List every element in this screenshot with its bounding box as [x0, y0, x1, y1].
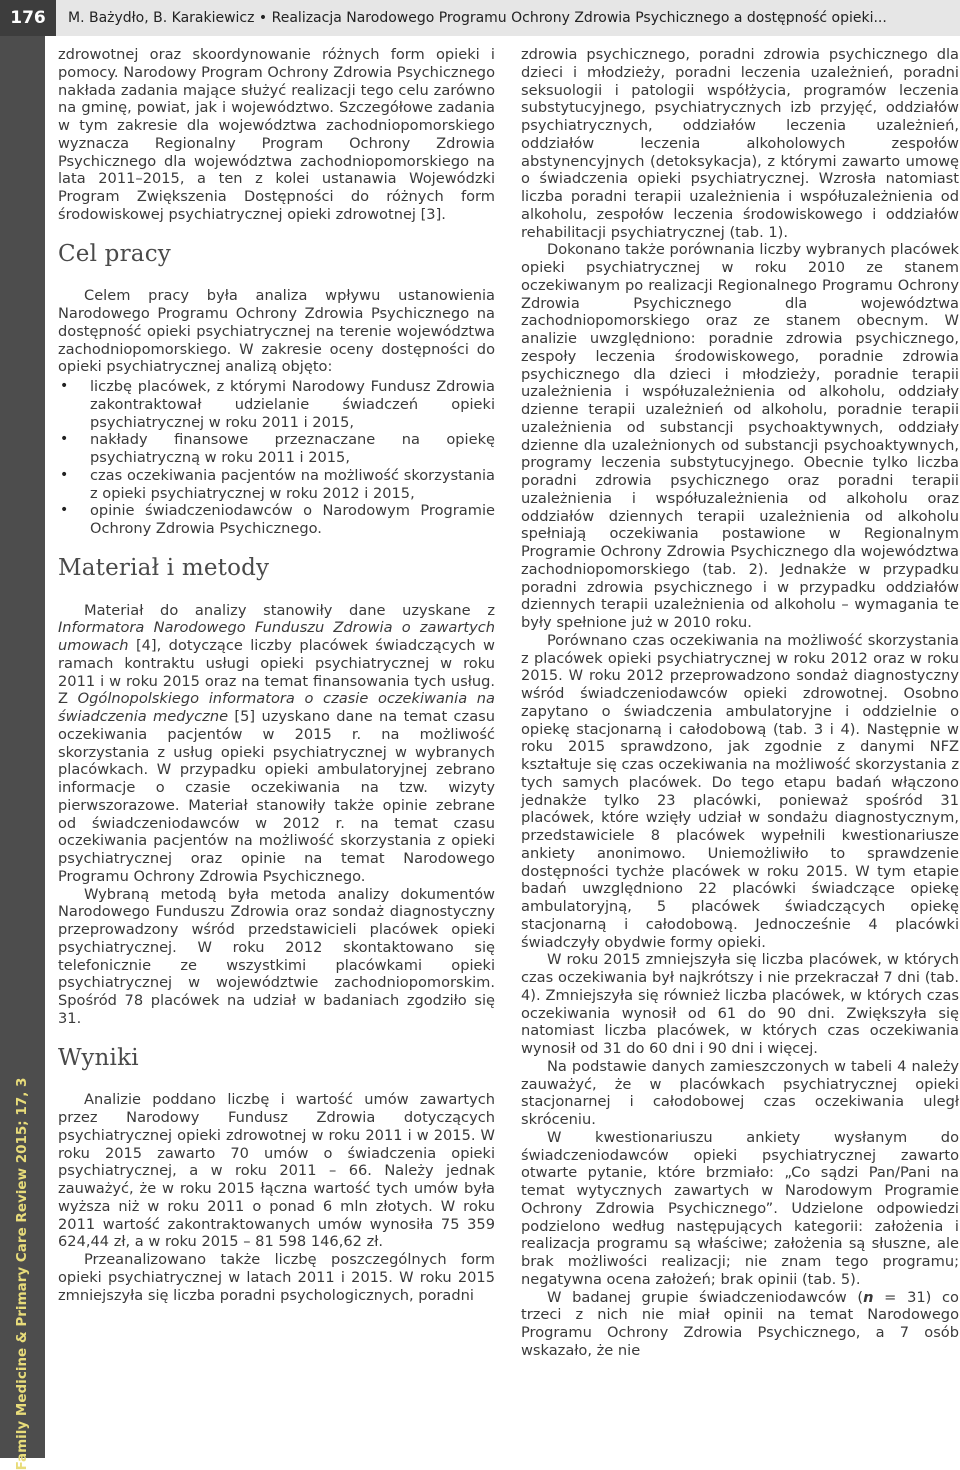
paragraph-comparison: Dokonano także porównania liczby wybranych placówek opieki psychiatrycznej w roku 2010 ze stanem oczekiwanym po realizacji Regionalnego Programu Ochrony Zdrowia Psychicznego dla województwa zachodniopomorskiego oraz ze stanem obecnym. W analizie uwzględniono: poradnie zdrowia psychicznego, zespoły leczenia środowiskowego, poradnie zdrowia psychicznego dla dzieci i młodzieży, poradnie terapii uzależnienia i współuzależnienia od alkoholu, oddziały dzienne terapii uzależnień od alkoholu, poradnie terapii uzależnienia od substancji psychoaktywnych, oddziały dzienne dla uzależnionych od substancji psychoaktywnych, programy leczenia substytucyjnego. Obecnie tylko liczba poradni zdrowia psychicznego oraz poradni terapii uzależnienia i współuzależnienia od alkoholu oraz oddziałów dziennych terapii uzależnienia od alkoholu spełniają oczekiwania postawione w Regionalnym Programie Ochrony Zdrowia Psychicznego dla województwa zachodniopomorskiego (tab. 2). Jednakże w przypadku poradni zdrowia psychicznego i w przypadku oddziałów dziennych terapii uzależnienia od alkoholu – wymagania te były spełnione już w 2010 roku. [521, 241, 959, 631]
paragraph-questionnaire: W kwestionariuszu ankiety wysłanym do świadczeniodawców opieki psychiatrycznej zawarto otwarte pytanie, które brzmiało: „Co sądzi Pan/Pani na temat wytycznych zawartych w Narodowym Programie Ochrony Zdrowia Psychicznego”. Udzielone odpowiedzi podzielono według następujących kategorii: założenia i realizacja programu są właściwe; założenia są słuszne, ale brak możliwości realizacji; nie znam tego programu; negatywna ocena założeń; brak opinii (tab. 5). [521, 1128, 959, 1288]
paragraph-results-contracts: Analizie poddano liczbę i wartość umów zawartych przez Narodowy Fundusz Zdrowia dotyczących psychiatrycznej opieki zdrowotnej w roku 2011 i w 2015. W roku 2015 zawarto 70 umów o świadczenia opieki psychiatrycznej, a w roku 2011 – 66. Należy jednak zauważyć, że w roku 2015 łączna wartość tych umów była wyższa niż w roku 2011 o ponad 6 mln złotych. W roku 2011 wartość zakontraktowanych umów wynosiła 75 359 624,44 zł, a w roku 2015 – 81 598 146,62 zł. [58, 1091, 495, 1251]
text-span: = 31) co trzeci z nich nie miał opinii na temat Narodowego Programu Ochrony Zdrowia Psychicznego, a 7 osób wskazało, że nie [521, 1288, 959, 1359]
aim-bullet-list [58, 378, 495, 538]
paragraph-opinions [521, 1289, 959, 1360]
right-column [521, 46, 959, 1360]
paragraph-table4: Na podstawie danych zamieszczonych w tabeli 4 należy zauważyć, że w placówkach psychiatrycznej opieki stacjonarnej i całodobowej czas oczekiwania uległ skróceniu. [521, 1057, 959, 1128]
source-title-waiting: Ogólnopolskiego informatora o czasie oczekiwania na świadczenia medyczne [58, 690, 495, 725]
text-span: [4], dotyczące liczby placówek świadczących w ramach kontraktu usługi opieki psychiatrycznej w roku 2011 i w roku 2015 oraz na temat finansowania tych usług. Z [58, 637, 495, 708]
paragraph-aim: Celem pracy była analiza wpływu ustanowienia Narodowego Programu Ochrony Zdrowia Psychicznego na dostępność opieki psychiatrycznej na terenie województwa zachodniopomorskiego. W zakresie oceny dostępności do opieki psychiatrycznej analizą objęto: [58, 287, 495, 376]
journal-citation: Family Medicine & Primary Care Review 2015; 17, 3 [14, 1077, 30, 1470]
paragraph-results-forms: Przeanalizowano także liczbę poszczególnych form opieki psychiatrycznej w latach 2011 i 2015. W roku 2015 zmniejszyła się liczba poradni psychologicznych, poradni [58, 1251, 495, 1304]
page-number: 176 [0, 0, 56, 36]
paragraph-intro-continued: zdrowotnej oraz skoordynowanie różnych form opieki i pomocy. Narodowy Program Ochrony Zdrowia Psychicznego nakłada zadania mające służyć realizacji tego celu zarówno na gminę, powiat, jak i województwo. Szczegółowe zadania w tym zakresie dla województwa zachodniopomorskiego wyznacza Regionalny Program Ochrony Zdrowia Psychicznego dla województwa zachodniopomorskiego na lata 2011–2015, a ten z kolei ustanawia Wojewódzki Program Zwiększenia Dostępności do różnych form środowiskowej psychiatrycznej opieki zdrowotnej [3]. [58, 46, 495, 223]
bullet-item: • liczbę placówek, z którymi Narodowy Fundusz Zdrowia zakontraktował udzielanie świadczeń opieki psychiatrycznej w roku 2011 i 2015, [90, 378, 495, 431]
journal-sidebar [0, 36, 45, 1470]
sample-size-symbol: n [863, 1288, 874, 1306]
bullet-item: • opinie świadczeniodawców o Narodowym Programie Ochrony Zdrowia Psychicznego. [90, 502, 495, 538]
text-span: W badanej grupie świadczeniodawców ( [547, 1288, 864, 1306]
left-column [58, 46, 495, 1304]
heading-cel-pracy: Cel pracy [58, 240, 171, 267]
paragraph-material [58, 602, 495, 886]
text-span: Materiał do analizy stanowiły dane uzyskane z [84, 601, 495, 619]
paragraph-forms-continued: zdrowia psychicznego, poradni zdrowia psychicznego dla dzieci i młodzieży, poradni leczenia uzależnień, poradni seksuologii i patologii współżycia, programów leczenia substytucyjnego, psychiatrycznych izb przyjęć, oddziałów psychiatrycznych, oddziałów leczenia uzależnień, oddziałów leczenia alkoholowych zespołów abstynencyjnych (detoksykacja), z którymi zawarto umowę o świadczenia opieki psychiatrycznej. Wzrosła natomiast liczba poradni terapii uzależnienia i współuzależnienia od alkoholu, zespołów leczenia środowiskowego i oddziałów rehabilitacji psychiatrycznej (tab. 1). [521, 46, 959, 241]
paragraph-waiting-time: Porównano czas oczekiwania na możliwość skorzystania z placówek opieki psychiatrycznej w roku 2012 oraz w roku 2015. W roku 2012 przeprowadzono sondaż diagnostyczny wśród świadczeniodawców opieki zdrowotnej. Osobno zapytano o świadczenia ambulatoryjne i oddzielnie o opiekę stacjonarną i całodobową (tab. 3 i 4). Następnie w roku 2015 sprawdzono, jak zgodnie z danymi NFZ kształtuje się czas oczekiwania na możliwość skorzystania z tych samych placówek. Do tego etapu badań włączono jednakże tylko 23 placówki, ponieważ spośród 31 placówek, które wzięły udział w sondażu diagnostycznym, przedstawiciele 8 placówek wypełnili kwestionariusze ankiety anonimowo. Uniemożliwiło to sprawdzenie dostępności tychże placówek w roku 2015. W tym etapie badań uwzględniono 22 placówki świadczące opiekę ambulatoryjną, 5 placówek świadczących opiekę stacjonarną i całodobową. Jednocześnie 4 placówki świadczyły obydwie formy opieki. [521, 631, 959, 951]
source-title-nfz: Informatora Narodowego Funduszu Zdrowia o zawartych umowach [58, 619, 495, 654]
running-header [0, 0, 960, 36]
heading-material-i-metody: Materiał i metody [58, 554, 270, 581]
paragraph-waiting-2015: W roku 2015 zmniejszyła się liczba placówek, w których czas oczekiwania był najkrótszy i nie przekraczał 7 dni (tab. 4). Zmniejszyła się również liczba placówek, w których czas oczekiwania wynosił od 61 do 90 dni. Zwiększyła się natomiast liczba placówek, w których czas oczekiwania wynosił od 31 do 60 dni i 90 dni i więcej. [521, 951, 959, 1057]
running-title: M. Bażydło, B. Karakiewicz • Realizacja Narodowego Programu Ochrony Zdrowia Psychicznego a dostępność opieki... [68, 10, 887, 26]
heading-wyniki: Wyniki [58, 1044, 139, 1071]
paragraph-method: Wybraną metodą była metoda analizy dokumentów Narodowego Funduszu Zdrowia oraz sondaż diagnostyczny przeprowadzony wśród przedstawicieli placówek opieki psychiatrycznej. W roku 2012 skontaktowano się telefonicznie ze wszystkimi placówkami opieki psychiatrycznej w województwie zachodniopomorskim. Spośród 78 placówek na udział w badaniach zgodziło się 31. [58, 885, 495, 1027]
bullet-item: • czas oczekiwania pacjentów na możliwość skorzystania z opieki psychiatrycznej w roku 2012 i 2015, [90, 467, 495, 503]
bullet-item: • nakłady finansowe przeznaczane na opiekę psychiatryczną w roku 2011 i 2015, [90, 431, 495, 467]
text-span: [5] uzyskano dane na temat czasu oczekiwania pacjentów w 2015 r. na możliwość skorzystania z usług opieki psychiatrycznej w wybranych placówkach. W przypadku opieki ambulatoryjnej zebrano informacje o czasie oczekiwania na tzw. wizyty pierwszorazowe. Materiał stanowiły także opinie zebrane od świadczeniodawców w 2012 r. na temat czasu oczekiwania pacjentów na możliwość skorzystania z opieki psychiatrycznej oraz opinie na temat Narodowego Programu Ochrony Zdrowia Psychicznego. [58, 708, 495, 885]
